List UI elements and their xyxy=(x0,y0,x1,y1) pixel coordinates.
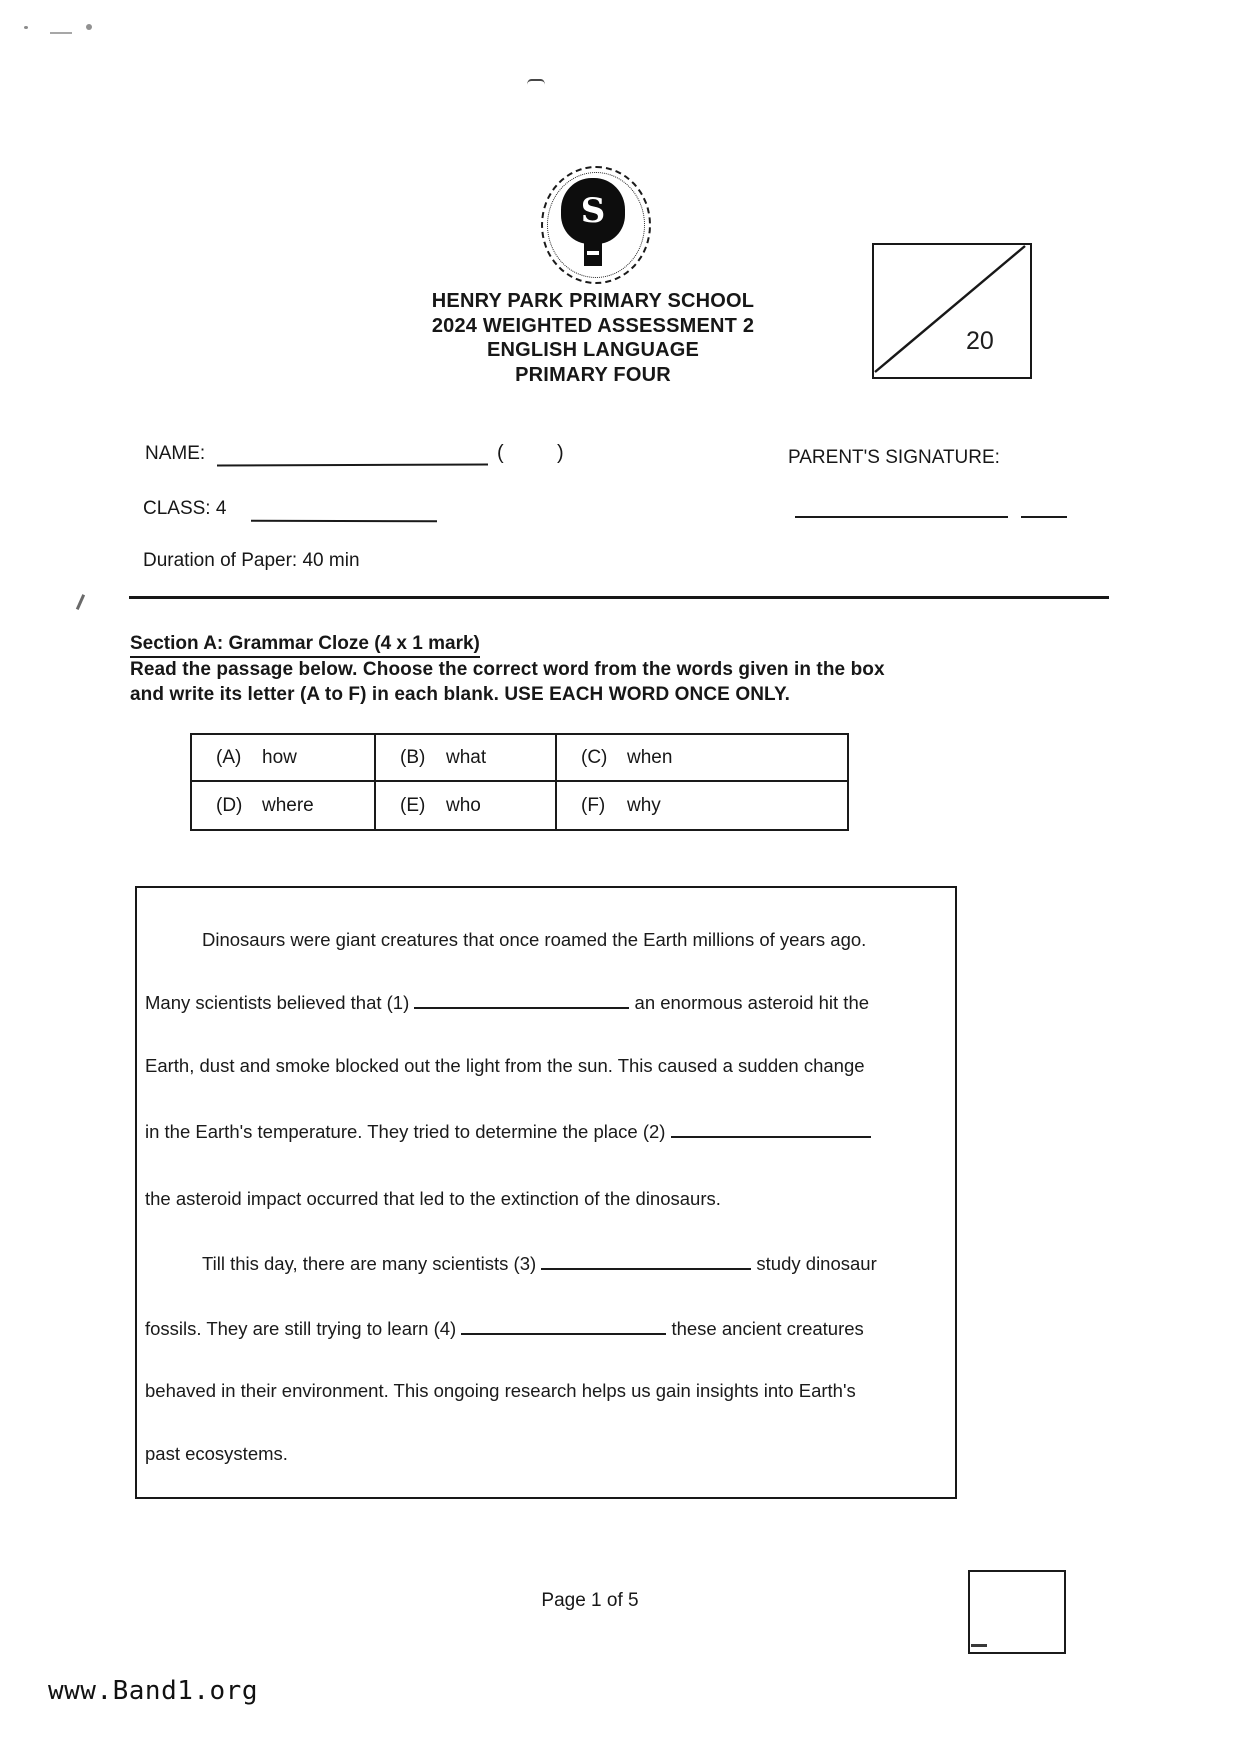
passage-line-6 xyxy=(145,1252,877,1275)
word-option-e xyxy=(376,782,557,829)
duration-label: Duration of Paper: 40 min xyxy=(143,550,360,571)
scan-artifact-dot xyxy=(24,26,28,29)
answer-blank-1[interactable] xyxy=(414,992,629,1009)
school-logo xyxy=(541,166,651,284)
word-option-a xyxy=(192,735,376,782)
word-option-c xyxy=(557,735,847,782)
score-box-diagonal xyxy=(874,245,1026,373)
passage-line-7 xyxy=(145,1317,864,1340)
passage-text: an enormous asteroid hit the xyxy=(629,992,870,1013)
logo-letter: S xyxy=(580,191,606,231)
logo-stem xyxy=(584,242,602,266)
option-word: what xyxy=(446,746,487,768)
parent-signature-label: PARENT'S SIGNATURE: xyxy=(788,447,1000,468)
passage-line-3 xyxy=(145,1054,865,1077)
passage-text: these ancient creatures xyxy=(666,1318,864,1339)
passage-line-5 xyxy=(145,1187,721,1210)
passage-line-2 xyxy=(145,991,869,1014)
word-option-b xyxy=(376,735,557,782)
level-title: PRIMARY FOUR xyxy=(515,364,671,387)
passage-text: Many scientists believed that (1) xyxy=(145,992,415,1013)
scan-artifact-speck xyxy=(86,24,92,30)
option-word: how xyxy=(262,746,297,768)
word-option-d xyxy=(192,782,376,829)
passage-text: study dinosaur xyxy=(751,1253,877,1274)
option-letter: (D) xyxy=(216,794,243,816)
passage-text: fossils. They are still trying to learn (4) xyxy=(145,1318,462,1339)
cloze-passage xyxy=(135,886,957,1499)
name-line[interactable] xyxy=(217,464,488,467)
option-word: why xyxy=(627,794,661,816)
logo-emblem xyxy=(561,178,625,244)
passage-text: Earth, dust and smoke blocked out the light from the sun. This caused a sudden change xyxy=(145,1055,865,1076)
passage-text: Dinosaurs were giant creatures that once roamed the Earth millions of years ago. xyxy=(202,929,867,950)
assessment-title: 2024 WEIGHTED ASSESSMENT 2 xyxy=(431,314,755,337)
section-divider-rule xyxy=(129,596,1109,599)
index-open-paren: ( xyxy=(497,442,504,464)
score-total: 20 xyxy=(966,327,994,355)
page-number: Page 1 of 5 xyxy=(541,1590,639,1611)
score-box[interactable] xyxy=(872,243,1032,379)
passage-text: in the Earth's temperature. They tried to determine the place (2) xyxy=(145,1121,671,1142)
passage-line-1 xyxy=(145,928,866,951)
passage-text: behaved in their environment. This ongoing research helps us gain insights into Earth's xyxy=(145,1380,856,1401)
parent-signature-line-end[interactable] xyxy=(1021,516,1067,518)
logo-stem-slot xyxy=(587,251,599,255)
marks-box[interactable] xyxy=(968,1570,1066,1654)
index-close-paren: ) xyxy=(557,442,564,464)
option-letter: (F) xyxy=(581,794,606,816)
option-letter: (E) xyxy=(400,794,426,816)
option-letter: (B) xyxy=(400,746,426,768)
parent-signature-line[interactable] xyxy=(795,516,1008,518)
word-choice-table xyxy=(190,733,849,831)
option-word: when xyxy=(627,746,673,768)
scan-artifact-dash xyxy=(50,32,72,34)
passage-line-9 xyxy=(145,1442,288,1465)
passage-line-4 xyxy=(145,1120,871,1143)
passage-text: past ecosystems. xyxy=(145,1443,288,1464)
word-option-f xyxy=(557,782,847,829)
school-name: HENRY PARK PRIMARY SCHOOL xyxy=(431,290,755,312)
instruction-line-1: Read the passage below. Choose the correct word from the words given in the box xyxy=(130,659,885,680)
watermark-url: www.Band1.org xyxy=(48,1676,258,1706)
scan-artifact-tick xyxy=(76,594,85,610)
answer-blank-3[interactable] xyxy=(541,1253,751,1270)
answer-blank-2[interactable] xyxy=(671,1121,871,1138)
passage-line-8 xyxy=(145,1379,856,1402)
option-word: who xyxy=(446,794,481,816)
passage-text: Till this day, there are many scientists (3) xyxy=(202,1253,542,1274)
passage-text: the asteroid impact occurred that led to the extinction of the dinosaurs. xyxy=(145,1188,721,1209)
class-label: CLASS: 4 xyxy=(143,498,227,519)
class-line[interactable] xyxy=(251,520,437,523)
name-label: NAME: xyxy=(145,443,206,464)
exam-header xyxy=(393,289,793,388)
scan-artifact-curve xyxy=(527,79,545,90)
section-a-title: Section A: Grammar Cloze (4 x 1 mark) xyxy=(130,633,480,658)
option-letter: (A) xyxy=(216,746,242,768)
instruction-line-2: and write its letter (A to F) in each blank. USE EACH WORD ONCE ONLY. xyxy=(130,684,791,705)
answer-blank-4[interactable] xyxy=(461,1318,666,1335)
subject-title: ENGLISH LANGUAGE xyxy=(486,339,700,362)
option-word: where xyxy=(262,794,314,816)
option-letter: (C) xyxy=(581,746,608,768)
